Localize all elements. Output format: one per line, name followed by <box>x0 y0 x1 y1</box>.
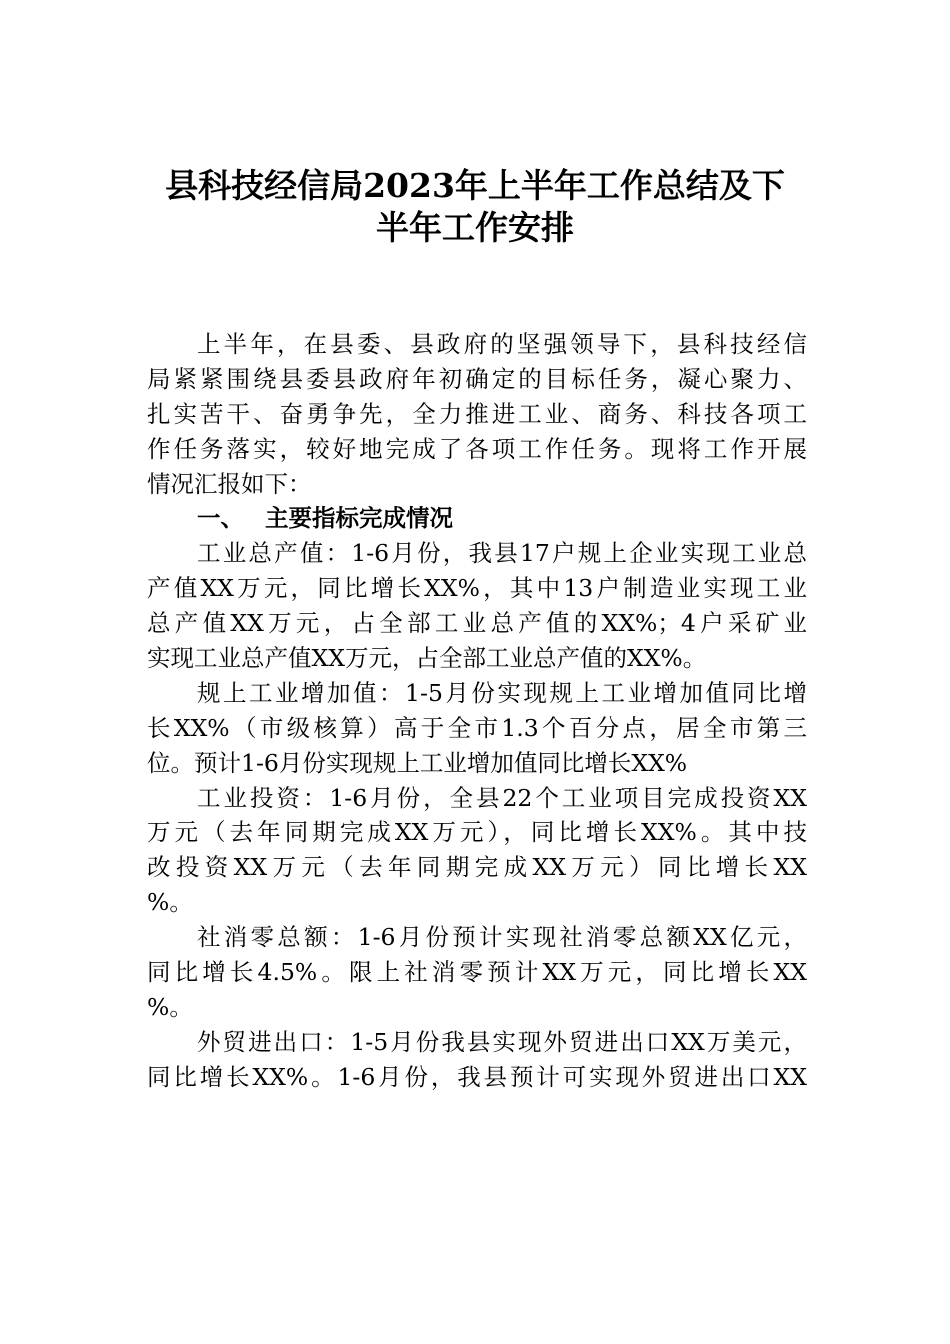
document-title-line-1: 县科技经信局2023年上半年工作总结及下 <box>165 166 785 205</box>
paragraph-industrial-output <box>147 536 807 676</box>
paragraph-line: %。 <box>147 888 193 917</box>
paragraph-line: 改投资XX万元（去年同期完成XX万元）同比增长XX <box>147 853 807 882</box>
paragraph-line: 位。预计1-6月份实现规上工业增加值同比增长XX% <box>147 748 688 777</box>
paragraph-line: 同比增长4.5%。限上社消零预计XX万元，同比增长XX <box>147 958 807 987</box>
document-body <box>147 327 807 1095</box>
paragraph-line: 作任务落实，较好地完成了各项工作任务。现将工作开展 <box>147 434 807 463</box>
paragraph-value-added <box>147 676 807 781</box>
paragraph-intro <box>147 327 807 501</box>
paragraph-industrial-investment <box>147 781 807 921</box>
paragraph-line: 社消零总额：1-6月份预计实现社消零总额XX亿元， <box>197 923 807 952</box>
paragraph-line: 上半年，在县委、县政府的坚强领导下，县科技经信 <box>197 330 807 358</box>
paragraph-line: 万元（去年同期完成XX万元），同比增长XX%。其中技 <box>147 818 807 847</box>
section-heading <box>147 501 807 536</box>
paragraph-line: 同比增长XX%。1-6月份，我县预计可实现外贸进出口XX <box>147 1062 807 1091</box>
paragraph-line: 工业总产值：1-6月份，我县17户规上企业实现工业总 <box>197 539 807 568</box>
paragraph-line: 规上工业增加值：1-5月份实现规上工业增加值同比增 <box>197 678 807 707</box>
paragraph-line: 工业投资：1-6月份，全县22个工业项目完成投资XX <box>197 783 807 812</box>
paragraph-retail-sales <box>147 920 807 1025</box>
paragraph-line: 实现工业总产值XX万元，占全部工业总产值的XX%。 <box>147 644 707 673</box>
paragraph-line: 长XX%（市级核算）高于全市1.3个百分点，居全市第三 <box>147 713 807 742</box>
document-title-line-2: 半年工作安排 <box>376 208 574 247</box>
paragraph-line: %。 <box>147 992 193 1021</box>
section-heading-number: 一、 <box>197 504 244 533</box>
paragraph-line: 外贸进出口：1-5月份我县实现外贸进出口XX万美元， <box>197 1027 807 1056</box>
paragraph-line: 情况汇报如下： <box>147 469 312 498</box>
paragraph-line: 扎实苦干、奋勇争先，全力推进工业、商务、科技各项工 <box>147 399 807 428</box>
paragraph-line: 局紧紧围绕县委县政府年初确定的目标任务，凝心聚力、 <box>147 364 807 393</box>
section-heading-text: 主要指标完成情况 <box>265 504 453 533</box>
paragraph-line: 产值XX万元，同比增长XX%，其中13户制造业实现工业 <box>147 574 807 603</box>
paragraph-foreign-trade <box>147 1025 807 1095</box>
paragraph-line: 总产值XX万元，占全部工业总产值的XX%；4户采矿业 <box>147 609 807 638</box>
